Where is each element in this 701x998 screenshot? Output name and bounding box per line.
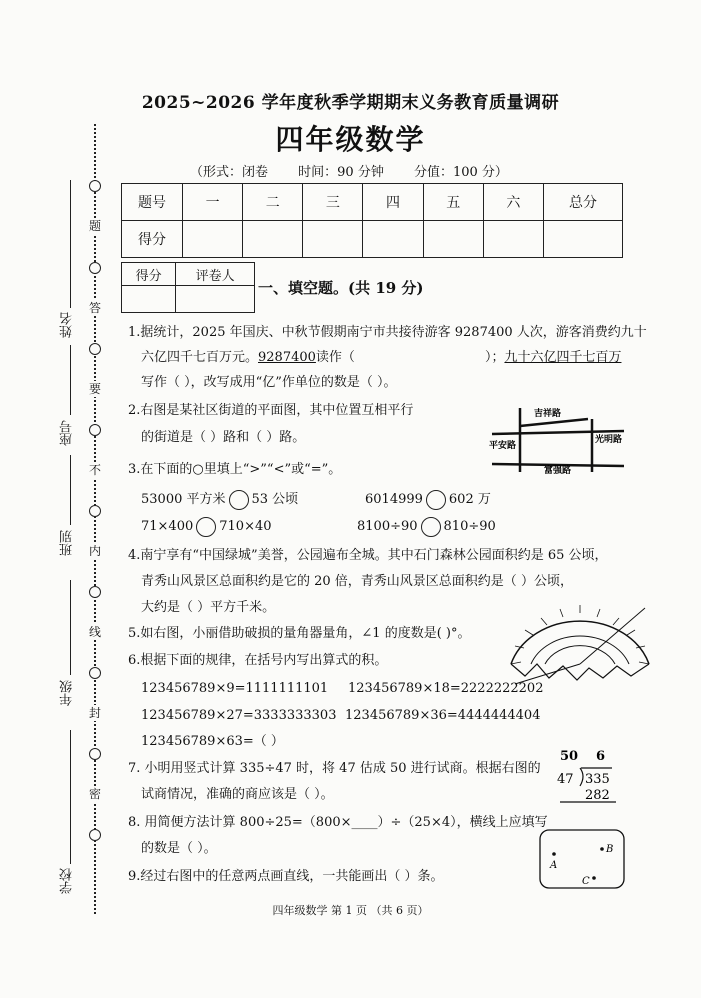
exam-time: 时间：90 分钟 [298, 165, 384, 180]
pattern-item: 123456789×36=4444444404 [345, 708, 541, 723]
point-a [552, 852, 556, 856]
pattern-item: 123456789×27=3333333303 [141, 708, 337, 723]
dividend: 335 [585, 772, 610, 787]
page-footer: 四年级数学 第 1 页 （共 6 页） [272, 904, 429, 917]
score-table-cell: 一 [183, 184, 243, 221]
pattern-item: 123456789×63=（ ） [141, 734, 284, 749]
map-label-east: 光明路 [595, 435, 623, 445]
binding-ring [89, 180, 101, 192]
compare-item [357, 516, 496, 538]
exam-score: 分值：100 分） [413, 165, 508, 180]
points-figure [538, 828, 626, 890]
score-cell[interactable] [183, 221, 243, 258]
compare-left: 71×400 [141, 519, 194, 534]
subject-title: 四年级数学 [275, 123, 426, 156]
binding-char: 不 [88, 463, 101, 477]
compare-right: 602 万 [448, 492, 491, 507]
side-label-school: 学校 [60, 868, 75, 894]
grader-table [121, 262, 255, 313]
binding-char: 密 [88, 787, 101, 801]
score-cell[interactable] [483, 221, 543, 258]
score-table-cell: 四 [363, 184, 423, 221]
binding-ring [89, 505, 101, 517]
score-table-cell: 六 [483, 184, 543, 221]
quotient-correct: 6 [596, 749, 606, 764]
question-7-line-2: 试商情况，准确的商应该是（ ）。 [141, 787, 334, 802]
map-road [520, 419, 588, 426]
point-b-label: B [606, 844, 614, 855]
question-4-line-3: 大约是（ ）平方千米。 [141, 600, 276, 615]
point-a-label: A [550, 860, 558, 871]
score-table-cell: 题号 [122, 184, 183, 221]
compare-circle[interactable] [229, 490, 249, 510]
score-table-cell: 五 [423, 184, 483, 221]
binding-ring [89, 748, 101, 760]
angle-ray [580, 608, 645, 664]
question-1-text: 读作（ [315, 350, 355, 365]
school-line [70, 730, 71, 864]
question-4-line-1: 4.南宁享有“中国绿城”美誉，公园遍布全城。其中石门森林公园面积约是 65 公顷， [128, 548, 608, 563]
question-8-line-1: 8. 用简便方法计算 800÷25=（800×____）÷（25×4），横线上应填写 [128, 815, 548, 830]
score-cell[interactable] [303, 221, 363, 258]
binding-ring [89, 586, 101, 598]
map-label-south: 富强路 [544, 466, 572, 474]
question-6-stem: 6.根据下面的规律，在括号内写出算式的积。 [128, 653, 388, 668]
map-road [492, 431, 624, 434]
compare-right: 53 公顷 [251, 492, 299, 507]
question-1-line-3: 写作（ ），改写成用“亿”作单位的数是（ ）。 [141, 375, 397, 390]
division-bracket [580, 768, 583, 786]
side-label-class: 班别 [60, 530, 75, 556]
question-1-text: 六亿四千七百万元。 [141, 350, 259, 365]
binding-char: 要 [88, 382, 101, 396]
grader-name-cell[interactable] [176, 286, 255, 313]
grade-line [70, 580, 71, 675]
protractor-inner-arc [531, 636, 629, 664]
protractor-outer-arc [511, 621, 649, 664]
compare-item [365, 489, 491, 511]
binding-char: 答 [88, 301, 101, 315]
binding-char: 封 [88, 706, 101, 720]
score-table-label: 得分 [122, 221, 183, 258]
divisor: 47 [557, 772, 574, 787]
section-title: 一、填空题。(共 19 分) [258, 279, 424, 297]
name-line [70, 180, 71, 308]
side-label-grade: 年级 [60, 680, 75, 706]
question-4-line-2: 青秀山风景区总面积约是它的 20 倍，青秀山风景区总面积约是（ ）公顷， [141, 574, 573, 589]
point-b [600, 847, 604, 851]
binding-char: 线 [88, 625, 101, 639]
compare-circle[interactable] [426, 490, 446, 510]
score-cell[interactable] [544, 221, 623, 258]
underlined-number: 9287400 [258, 350, 316, 365]
score-table-cell: 总分 [544, 184, 623, 221]
binding-char: 题 [88, 219, 101, 233]
compare-right: 810÷90 [443, 519, 496, 534]
exam-title: 2025~2026 学年度秋季学期期末义务教育质量调研 [141, 93, 560, 113]
pattern-item: 123456789×9=1111111101 [141, 681, 329, 696]
exam-meta [190, 161, 534, 180]
question-3-stem: 3.在下面的○里填上“>”“<”或“=”。 [128, 462, 342, 477]
street-map [488, 404, 630, 474]
map-label-north: 吉祥路 [534, 409, 562, 419]
protractor-ticks [511, 605, 649, 664]
long-division [552, 744, 622, 804]
question-2-line-1: 2.右图是某社区街道的平面图，其中位置互相平行 [128, 403, 414, 418]
score-table-header-row [122, 184, 623, 221]
score-cell[interactable] [423, 221, 483, 258]
score-table-score-row [122, 221, 623, 258]
question-1-line-1: 1.据统计，2025 年国庆、中秋节假期南宁市共接待游客 9287400 人次，游客消费约九十 [128, 325, 647, 340]
question-5: 5.如右图，小丽借助破损的量角器量角，∠1 的度数是( )°。 [128, 626, 471, 641]
score-cell[interactable] [363, 221, 423, 258]
compare-circle[interactable] [421, 517, 441, 537]
protractor-arc [545, 646, 615, 664]
question-1-line-2 [141, 347, 621, 369]
underlined-words: 九十六亿四千七百万 [504, 350, 622, 365]
compare-item [141, 516, 272, 538]
compare-left: 53000 平方米 [141, 492, 226, 507]
binding-ring [89, 829, 101, 841]
side-label-name: 姓名 [60, 312, 75, 338]
grader-score-label: 得分 [122, 263, 176, 286]
partial-product: 282 [585, 788, 610, 803]
question-2-line-2: 的街道是（ ）路和（ ）路。 [141, 430, 306, 445]
compare-left: 6014999 [365, 492, 423, 507]
map-label-west: 平安路 [489, 441, 517, 451]
seat-line [70, 345, 71, 415]
compare-item [141, 489, 298, 511]
binding-char: 内 [88, 544, 101, 558]
compare-circle[interactable] [196, 517, 216, 537]
binding-ring [89, 343, 101, 355]
score-table [121, 183, 623, 258]
point-c [592, 876, 596, 880]
compare-right: 710×40 [219, 519, 272, 534]
grader-label: 评卷人 [176, 263, 255, 286]
protractor-figure [505, 598, 655, 686]
binding-ring [89, 667, 101, 679]
binding-ring [89, 424, 101, 436]
score-table-cell: 二 [243, 184, 303, 221]
score-cell[interactable] [243, 221, 303, 258]
pattern-item: 123456789×18=2222222202 [348, 681, 544, 696]
question-9: 9.经过右图中的任意两点画直线，一共能画出（ ）条。 [128, 869, 444, 884]
compare-left: 8100÷90 [357, 519, 418, 534]
side-label-seat: 座号 [60, 420, 75, 446]
score-table-cell: 三 [303, 184, 363, 221]
point-c-label: C [582, 876, 590, 887]
grader-score-cell[interactable] [122, 286, 176, 313]
question-8-line-2: 的数是（ ）。 [141, 841, 217, 856]
exam-form: （形式：闭卷 [190, 165, 269, 180]
question-1-text: ）； [484, 350, 505, 365]
class-line [70, 455, 71, 525]
question-7-line-1: 7. 小明用竖式计算 335÷47 时，将 47 估成 50 进行试商。根据右图的 [128, 761, 541, 776]
binding-ring [89, 262, 101, 274]
quotient-trial: 50 [560, 749, 579, 764]
